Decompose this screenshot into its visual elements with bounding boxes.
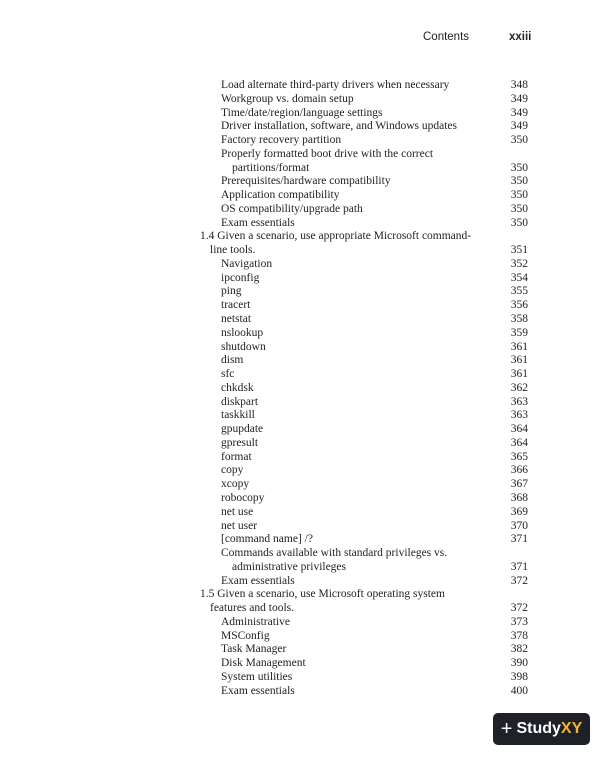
toc-entry bbox=[0, 134, 612, 148]
toc-entry bbox=[0, 437, 612, 451]
toc-entry-title: Administrative bbox=[221, 615, 290, 628]
toc-entry bbox=[0, 492, 612, 506]
toc-entry bbox=[0, 643, 612, 657]
toc-entry-page: 367 bbox=[510, 478, 528, 491]
header-section-title: Contents bbox=[423, 31, 470, 43]
toc-entry-page: 349 bbox=[510, 92, 528, 105]
toc-entry bbox=[0, 272, 612, 286]
toc-entry-page: 364 bbox=[510, 436, 528, 449]
toc-entry-page: 382 bbox=[510, 643, 528, 656]
toc-entry-title: [command name] /? bbox=[221, 533, 313, 546]
toc-entry bbox=[0, 368, 612, 382]
toc-entry bbox=[0, 107, 612, 121]
toc-entry-page: 368 bbox=[510, 491, 528, 504]
toc-entry bbox=[0, 685, 612, 699]
toc-entry-title: line tools. bbox=[210, 244, 256, 257]
toc-entry bbox=[0, 120, 612, 134]
toc-entry-page: 363 bbox=[510, 409, 528, 422]
toc-entry-page: 348 bbox=[510, 79, 528, 91]
header-page-number: xxiii bbox=[509, 31, 532, 43]
toc-entry-title: gpresult bbox=[221, 436, 259, 449]
toc-entry-title: Disk Management bbox=[221, 657, 306, 670]
toc-entry-page: 359 bbox=[510, 326, 528, 339]
toc-entry-title: Factory recovery partition bbox=[221, 134, 342, 147]
toc-entry bbox=[0, 217, 612, 231]
toc-entry-title: net user bbox=[221, 519, 258, 532]
toc-entry-page: 398 bbox=[510, 670, 528, 683]
toc-entry-title: Driver installation, software, and Windows updates bbox=[221, 120, 457, 133]
toc-entry-title: dism bbox=[221, 354, 244, 367]
toc-entry-title: 1.5 Given a scenario, use Microsoft operating system bbox=[200, 588, 445, 601]
toc-entry bbox=[0, 230, 612, 244]
toc-entry-title: OS compatibility/upgrade path bbox=[221, 202, 363, 215]
toc-entry-title: tracert bbox=[221, 299, 251, 312]
toc-entry-title: partitions/format bbox=[232, 161, 310, 174]
toc-entry-page: 372 bbox=[510, 602, 528, 615]
toc-entry bbox=[0, 478, 612, 492]
toc-entry-page: 350 bbox=[510, 216, 528, 229]
toc-entry-page: 350 bbox=[510, 189, 528, 202]
toc-entry bbox=[0, 203, 612, 217]
toc-entry bbox=[0, 575, 612, 589]
toc-entry bbox=[0, 533, 612, 547]
toc-entry-title: Navigation bbox=[221, 257, 273, 270]
toc-entry-title: Commands available with standard privileges vs. bbox=[221, 547, 448, 560]
toc-entry bbox=[0, 189, 612, 203]
toc-entry bbox=[0, 561, 612, 575]
toc-entry-title: netstat bbox=[221, 313, 252, 326]
toc-entry-title: ipconfig bbox=[221, 271, 260, 284]
toc-entry-title: copy bbox=[221, 464, 244, 477]
toc-entry bbox=[0, 382, 612, 396]
toc-entry-page: 370 bbox=[510, 519, 528, 532]
toc-entry-page: 349 bbox=[510, 106, 528, 119]
toc-entry-page: 350 bbox=[510, 202, 528, 215]
toc-entry bbox=[0, 423, 612, 437]
toc-entry-title: Exam essentials bbox=[221, 684, 295, 697]
toc-entry-page: 372 bbox=[510, 574, 528, 587]
toc-entry bbox=[0, 506, 612, 520]
toc-entry bbox=[0, 354, 612, 368]
toc-entry-page: 350 bbox=[510, 134, 528, 147]
toc-entry-title: Task Manager bbox=[221, 643, 287, 656]
toc-entry bbox=[0, 451, 612, 465]
toc-entry-page: 366 bbox=[510, 464, 528, 477]
toc-entry-page: 363 bbox=[510, 395, 528, 408]
toc-entry bbox=[0, 630, 612, 644]
logo-text-xy: XY bbox=[560, 720, 583, 737]
toc-entry bbox=[0, 285, 612, 299]
toc-entry-page: 378 bbox=[510, 629, 528, 642]
toc-entry bbox=[0, 520, 612, 534]
toc-entry-page: 350 bbox=[510, 175, 528, 188]
toc-entry-page: 371 bbox=[510, 560, 528, 573]
toc-entry-title: gpupdate bbox=[221, 423, 264, 436]
toc-entry-title: nslookup bbox=[221, 326, 264, 339]
toc-entry-page: 361 bbox=[510, 340, 528, 353]
toc-entry bbox=[0, 547, 612, 561]
toc-entry bbox=[0, 175, 612, 189]
toc-entry-title: net use bbox=[221, 505, 254, 518]
toc-entry-page: 349 bbox=[510, 120, 528, 133]
toc-entry-page: 354 bbox=[510, 271, 528, 284]
toc-entry bbox=[0, 162, 612, 176]
toc-entry bbox=[0, 79, 612, 93]
toc-entry-page: 350 bbox=[510, 161, 528, 174]
toc-entry bbox=[0, 299, 612, 313]
toc-entry-title: MSConfig bbox=[221, 629, 270, 642]
studyxy-logo bbox=[493, 713, 590, 745]
toc-entry bbox=[0, 409, 612, 423]
toc-entry bbox=[0, 657, 612, 671]
toc-entry bbox=[0, 396, 612, 410]
toc-entry-title: features and tools. bbox=[210, 602, 294, 615]
toc-entry-page: 355 bbox=[510, 285, 528, 298]
toc-entry-title: robocopy bbox=[221, 491, 265, 504]
toc-entry-page: 364 bbox=[510, 423, 528, 436]
toc-entry-title: Load alternate third-party drivers when necessary bbox=[221, 79, 450, 91]
running-header bbox=[0, 31, 612, 47]
toc-entry-title: System utilities bbox=[221, 670, 293, 683]
toc-entry bbox=[0, 244, 612, 258]
plus-icon: + bbox=[500, 718, 513, 740]
toc-entry-title: Workgroup vs. domain setup bbox=[221, 92, 354, 105]
toc-entry-title: Exam essentials bbox=[221, 216, 295, 229]
toc-entry-title: 1.4 Given a scenario, use appropriate Microsoft command- bbox=[200, 230, 472, 243]
toc-entry-title: Application compatibility bbox=[221, 189, 340, 202]
toc-entry-page: 356 bbox=[510, 299, 528, 312]
table-of-contents bbox=[0, 79, 612, 698]
toc-entry-title: taskkill bbox=[221, 409, 255, 422]
toc-entry bbox=[0, 464, 612, 478]
toc-entry-page: 362 bbox=[510, 381, 528, 394]
toc-entry-page: 371 bbox=[510, 533, 528, 546]
toc-entry-title: Time/date/region/language settings bbox=[221, 106, 383, 119]
toc-entry-title: diskpart bbox=[221, 395, 259, 408]
toc-entry-title: Prerequisites/hardware compatibility bbox=[221, 175, 391, 188]
toc-entry bbox=[0, 671, 612, 685]
toc-entry-title: chkdsk bbox=[221, 381, 254, 394]
toc-entry-page: 351 bbox=[510, 244, 528, 257]
toc-entry-title: Properly formatted boot drive with the correct bbox=[221, 147, 434, 160]
toc-entry bbox=[0, 313, 612, 327]
toc-entry-page: 400 bbox=[510, 684, 528, 697]
toc-entry bbox=[0, 327, 612, 341]
toc-entry bbox=[0, 148, 612, 162]
toc-entry-title: shutdown bbox=[221, 340, 266, 353]
toc-entry-page: 361 bbox=[510, 368, 528, 381]
toc-entry-page: 361 bbox=[510, 354, 528, 367]
toc-entry bbox=[0, 258, 612, 272]
toc-entry bbox=[0, 93, 612, 107]
toc-entry-page: 365 bbox=[510, 450, 528, 463]
toc-entry bbox=[0, 341, 612, 355]
toc-entry-page: 373 bbox=[510, 615, 528, 628]
logo-text-study: Study bbox=[516, 720, 561, 737]
toc-entry-title: format bbox=[221, 450, 252, 463]
toc-entry bbox=[0, 616, 612, 630]
toc-entry-page: 358 bbox=[510, 313, 528, 326]
toc-entry-title: sfc bbox=[221, 368, 235, 381]
toc-entry-title: xcopy bbox=[221, 478, 250, 491]
toc-entry-title: Exam essentials bbox=[221, 574, 295, 587]
toc-entry-title: ping bbox=[221, 285, 242, 298]
toc-entry-page: 369 bbox=[510, 505, 528, 518]
toc-entry bbox=[0, 602, 612, 616]
toc-entry-page: 352 bbox=[510, 257, 528, 270]
toc-entry bbox=[0, 588, 612, 602]
toc-entry-title: administrative privileges bbox=[232, 560, 347, 573]
toc-entry-page: 390 bbox=[510, 657, 528, 670]
